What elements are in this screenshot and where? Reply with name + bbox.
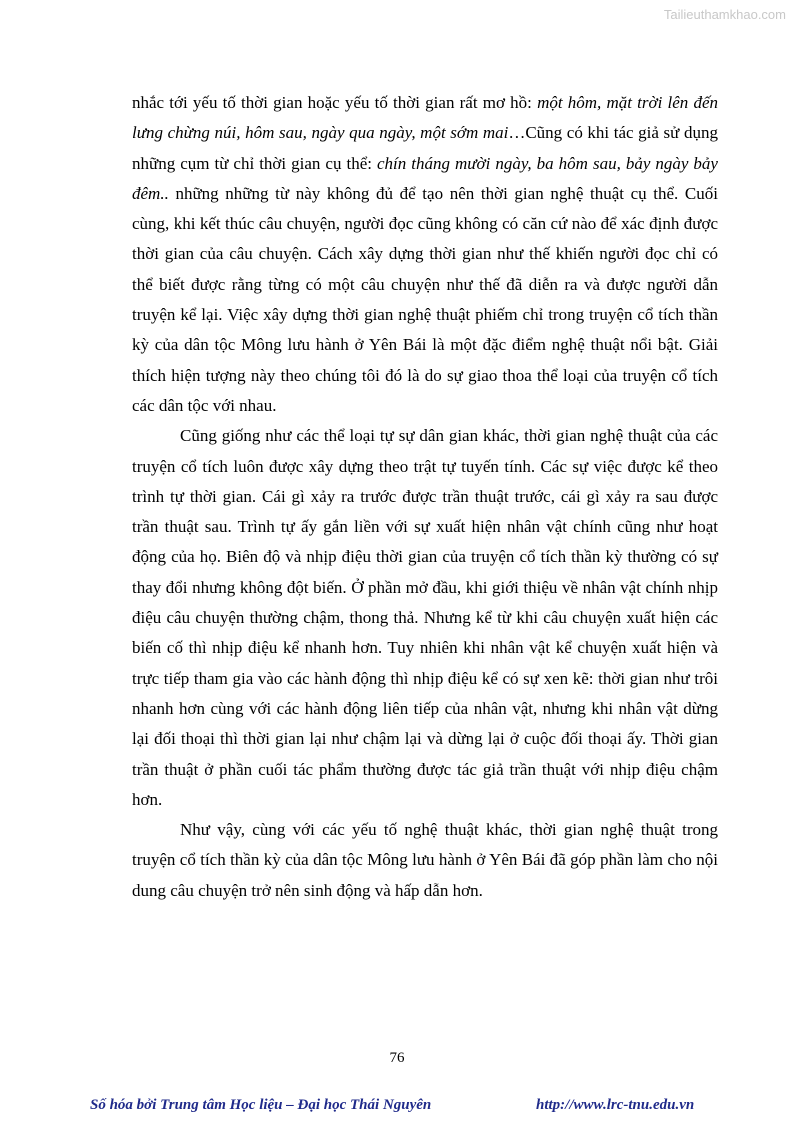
paragraph-1-text-b: …Cũng có khi tác giả sử dụng những cụm từ chỉ thời gian cụ thể: [132, 123, 718, 173]
paragraph-1-italic-b: chín tháng mười ngày, ba hôm sau, bảy ngày bảy đêm.. [132, 153, 718, 203]
paragraph-1-text-a: nhắc tới yếu tố thời gian hoặc yếu tố thời gian rất mơ hồ: [132, 93, 538, 112]
footer-publisher: Số hóa bởi Trung tâm Học liệu – Đại học Thái Nguyên [90, 1097, 432, 1113]
footer-url[interactable]: http://www.lrc-tnu.edu.vn [536, 1097, 695, 1113]
watermark: Tailieuthamkhao.com [663, 7, 786, 22]
paragraph-1-text-c: những những từ này không đủ để tạo nên thời gian nghệ thuật cụ thể. Cuối cùng, khi kết thúc câu chuyện, người đọc cũng không có căn cứ nào để xác định được thời gian của câu chuyện. Cách xây dựng thời gian như thế khiến người đọc chỉ có thể biết được rằng từng có một câu chuyện như thế đã diễn ra và được người dẫn truyện kể lại. Việc xây dựng thời gian nghệ thuật phiếm chỉ trong truyện cổ tích thần kỳ của dân tộc Mông lưu hành ở Yên Bái là một đặc điểm nghệ thuật nổi bật. Giải thích hiện tượng này theo chúng tôi đó là do sự giao thoa thể loại của truyện cổ tích các dân tộc với nhau. [132, 183, 718, 415]
paragraph-1-italic-a: một hôm, mặt trời lên đến lưng chừng núi, hôm sau, ngày qua ngày, một sớm mai [132, 93, 718, 143]
body-text [132, 88, 718, 906]
paragraph-3: Như vậy, cùng với các yếu tố nghệ thuật khác, thời gian nghệ thuật trong truyện cổ tích thần kỳ của dân tộc Mông lưu hành ở Yên Bái đã góp phần làm cho nội dung câu chuyện trở nên sinh động và hấp dẫn hơn. [132, 820, 718, 900]
paragraph-1 [132, 88, 718, 421]
paragraph-2: Cũng giống như các thể loại tự sự dân gian khác, thời gian nghệ thuật của các truyện cổ tích luôn được xây dựng theo trật tự tuyến tính. Các sự việc được kể theo trình tự thời gian. Cái gì xảy ra trước được trần thuật trước, cái gì xảy ra sau được trần thuật sau. Trình tự ấy gắn liền với sự xuất hiện nhân vật chính cũng như hoạt động của họ. Biên độ và nhịp điệu thời gian của truyện cổ tích thần kỳ thường có sự thay đổi nhưng không đột biến. Ở phần mở đầu, khi giới thiệu về nhân vật chính nhịp điệu câu chuyện thường chậm, thong thả. Nhưng kể từ khi câu chuyện xuất hiện các biến cố thì nhịp điệu kể nhanh hơn. Tuy nhiên khi nhân vật kể chuyện xuất hiện và trực tiếp tham gia vào các hành động thì nhịp điệu kể có sự xen kẽ: thời gian như trôi nhanh hơn cùng với các hành động liên tiếp của nhân vật, nhưng khi nhân vật dừng lại đối thoại thì thời gian lại như chậm lại và dừng lại ở cuộc đối thoại ấy. Thời gian trần thuật ở phần cuối tác phẩm thường được tác giả trần thuật với nhịp điệu chậm hơn. [132, 426, 718, 809]
page-number: 76 [389, 1050, 405, 1066]
